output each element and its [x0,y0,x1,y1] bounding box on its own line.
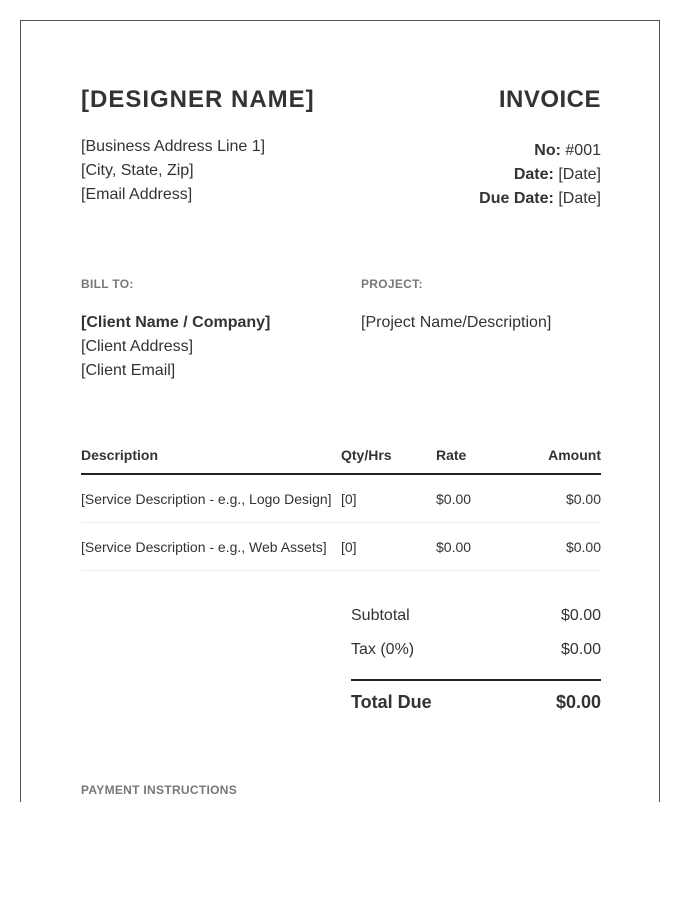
bill-to-label: BILL TO: [81,277,134,291]
header-qty: Qty/Hrs [341,441,436,474]
business-address-line: [Business Address Line 1] [81,138,266,155]
header-rate: Rate [436,441,521,474]
subtotal-label: Subtotal [351,607,410,624]
subtotal-value: $0.00 [560,607,601,624]
invoice-meta [479,139,601,211]
row-description: [Service Description - e.g., Logo Design] [81,474,341,523]
total-due-row [351,681,601,713]
invoice-title: INVOICE [498,86,601,113]
total-due-value: $0.00 [555,692,601,712]
invoice-number-label: No: [534,142,561,159]
invoice-due-date [479,187,601,211]
row-description: [Service Description - e.g., Web Assets] [81,523,341,571]
bill-to-block [81,311,270,383]
tax-value: $0.00 [560,641,601,658]
row-qty: [0] [341,523,436,571]
totals-block [351,605,601,713]
business-address-block [81,135,265,207]
row-qty: [0] [341,474,436,523]
invoice-date-value: [Date] [558,166,601,183]
tax-label: Tax (0%) [351,641,415,658]
invoice-number-value: #001 [565,142,601,159]
payment-instructions-label: PAYMENT INSTRUCTIONS [81,783,238,797]
line-items-table [81,441,601,571]
business-email-line: [Email Address] [81,186,193,203]
row-amount: $0.00 [521,474,601,523]
designer-name: [DESIGNER NAME] [81,86,315,113]
client-name: [Client Name / Company] [81,314,271,331]
project-description: [Project Name/Description] [361,314,552,331]
invoice-date-label: Date: [513,166,554,183]
client-email: [Client Email] [81,362,176,379]
header-amount: Amount [521,441,601,474]
table-header-row [81,441,601,474]
table-row [81,474,601,523]
invoice-document [20,20,660,802]
row-amount: $0.00 [521,523,601,571]
business-city-line: [City, State, Zip] [81,162,194,179]
header-description: Description [81,441,341,474]
invoice-number [479,139,601,163]
total-due-label: Total Due [351,692,432,712]
invoice-due-date-value: [Date] [558,190,601,207]
tax-row [351,639,601,673]
row-rate: $0.00 [436,523,521,571]
invoice-due-date-label: Due Date: [479,190,554,207]
invoice-date [479,163,601,187]
project-label: PROJECT: [361,277,423,291]
subtotal-row [351,605,601,639]
table-row [81,523,601,571]
row-rate: $0.00 [436,474,521,523]
client-address: [Client Address] [81,338,194,355]
